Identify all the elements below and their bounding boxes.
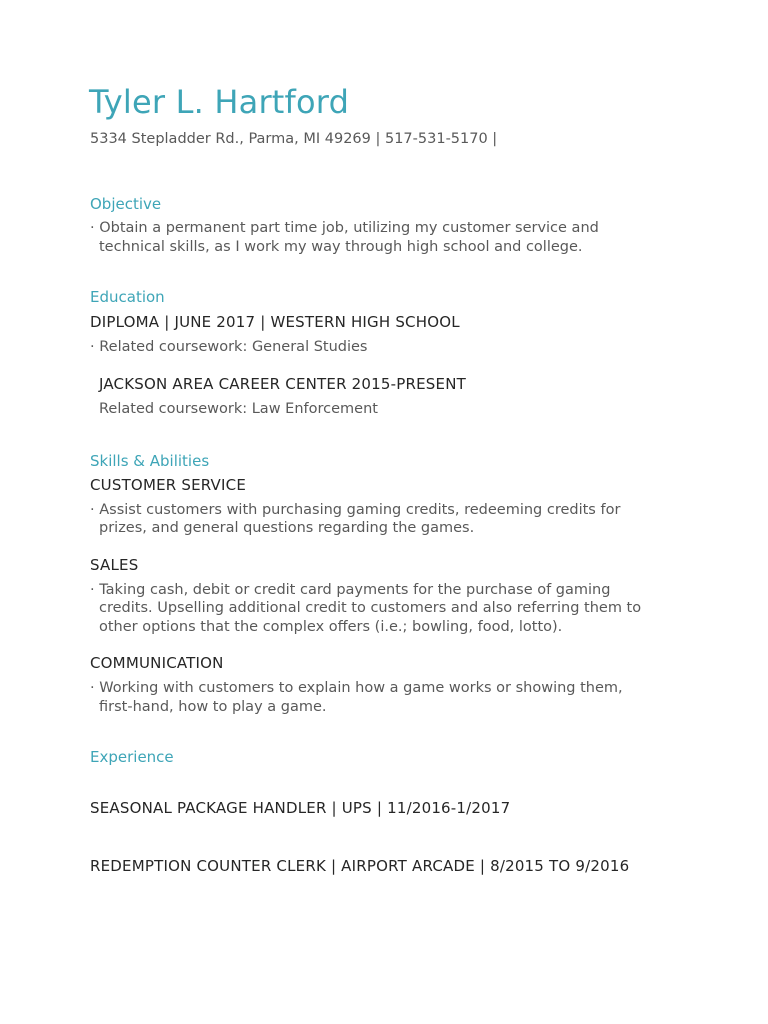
skill-group-title: SALES	[90, 556, 139, 574]
skill-line: · Working with customers to explain how a game works or showing them,	[90, 680, 623, 696]
experience-job-title: REDEMPTION COUNTER CLERK | AIRPORT ARCADE | 8/2015 TO 9/2016	[90, 857, 630, 875]
education-entry-title: JACKSON AREA CAREER CENTER 2015-PRESENT	[99, 375, 466, 393]
experience-job-title: SEASONAL PACKAGE HANDLER | UPS | 11/2016-1/2017	[90, 799, 511, 817]
skills-heading: Skills & Abilities	[90, 452, 210, 470]
education-heading: Education	[90, 288, 165, 306]
education-entry-detail: · Related coursework: General Studies	[90, 339, 368, 355]
skill-line: prizes, and general questions regarding the games.	[99, 520, 475, 536]
skill-group-title: COMMUNICATION	[90, 654, 224, 672]
skill-line: first-hand, how to play a game.	[99, 699, 327, 715]
resume-name: Tyler L. Hartford	[89, 83, 350, 121]
skill-line: · Assist customers with purchasing gaming credits, redeeming credits for	[90, 502, 621, 518]
skill-line: · Taking cash, debit or credit card payments for the purchase of gaming	[90, 582, 611, 598]
education-entry-title: DIPLOMA | JUNE 2017 | WESTERN HIGH SCHOOL	[90, 313, 460, 331]
objective-heading: Objective	[90, 195, 162, 213]
skill-line: other options that the complex offers (i.e.; bowling, food, lotto).	[99, 619, 563, 635]
education-entry-detail: Related coursework: Law Enforcement	[99, 401, 378, 417]
objective-line: · Obtain a permanent part time job, utilizing my customer service and	[90, 220, 599, 236]
experience-heading: Experience	[90, 748, 174, 766]
skill-line: credits. Upselling additional credit to customers and also referring them to	[99, 600, 642, 616]
objective-line: technical skills, as I work my way through high school and college.	[99, 239, 583, 255]
skill-group-title: CUSTOMER SERVICE	[90, 476, 246, 494]
contact-info: 5334 Stepladder Rd., Parma, MI 49269 | 517-531-5170 |	[90, 131, 498, 147]
